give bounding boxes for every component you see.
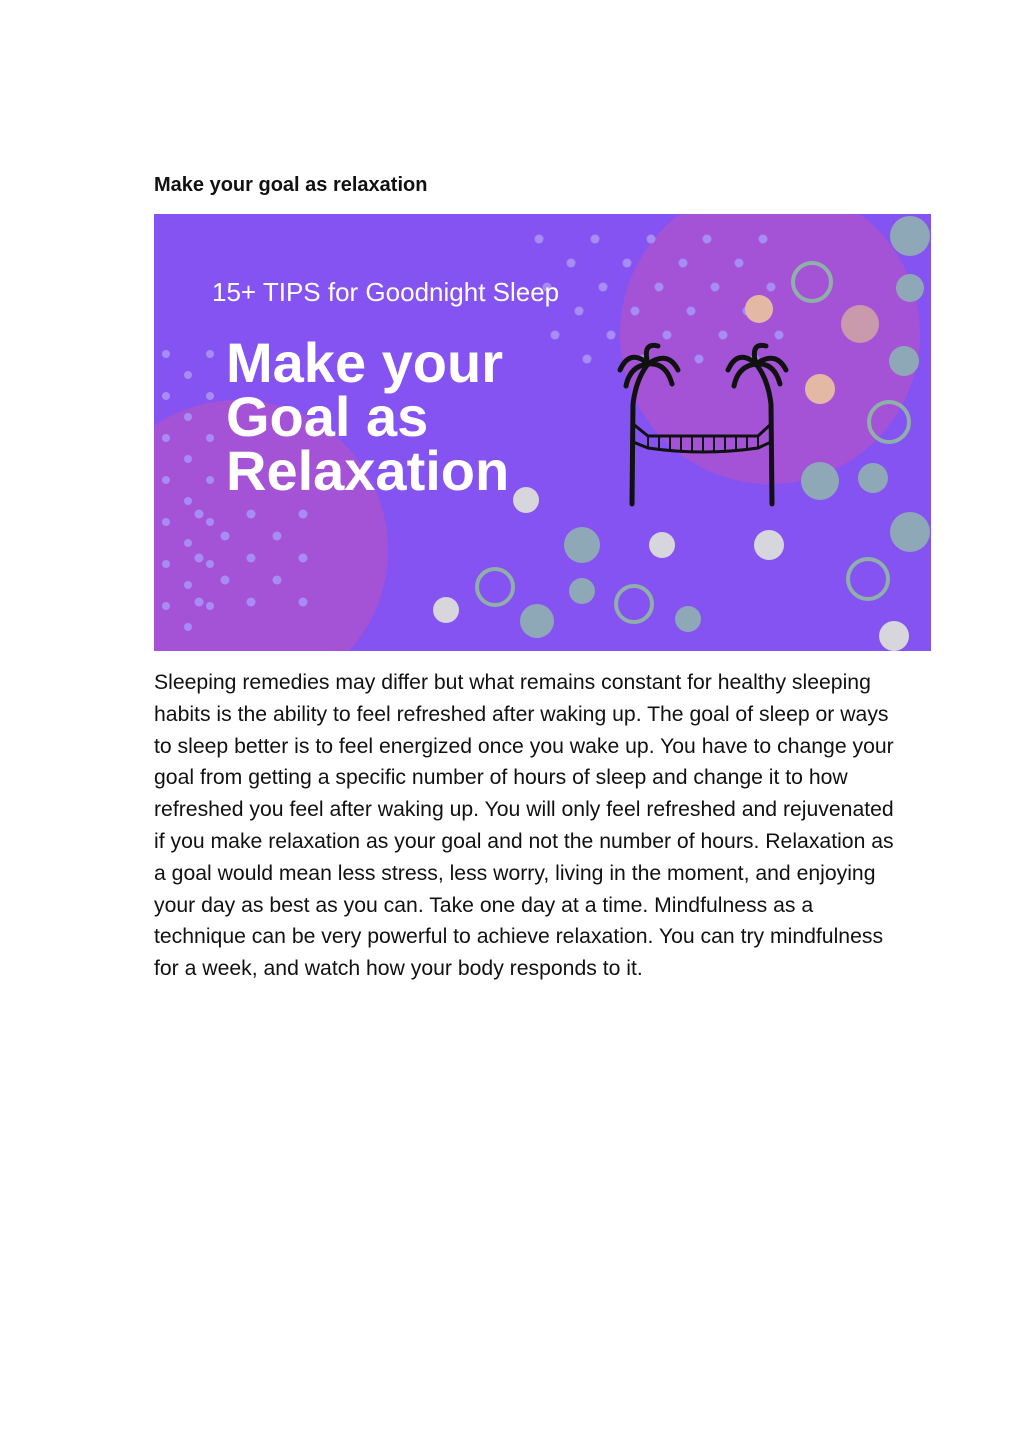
dot (206, 350, 214, 358)
dot (631, 307, 640, 316)
dot (162, 560, 170, 568)
dot (299, 510, 308, 519)
dot (599, 283, 608, 292)
dot (195, 554, 204, 563)
bubble (649, 532, 675, 558)
dot (195, 598, 204, 607)
dot (695, 355, 704, 364)
dot (162, 434, 170, 442)
dot (299, 598, 308, 607)
bubble (858, 463, 888, 493)
banner-title-line-1: Make your (226, 331, 503, 394)
dot (206, 434, 214, 442)
dot (719, 331, 728, 340)
dot (575, 307, 584, 316)
bubble (890, 512, 930, 552)
dot (206, 560, 214, 568)
dot (162, 602, 170, 610)
bubble (896, 274, 924, 302)
dot (767, 283, 776, 292)
bubble (879, 621, 909, 651)
dot (687, 307, 696, 316)
banner-subtitle: 15+ TIPS for Goodnight Sleep (212, 277, 560, 307)
dot (583, 355, 592, 364)
banner-title-line-2: Goal as (226, 385, 429, 448)
dot (607, 331, 616, 340)
dot (735, 259, 744, 268)
banner-image (154, 214, 931, 651)
dot (591, 235, 600, 244)
dot (206, 518, 214, 526)
dot (567, 259, 576, 268)
dot (655, 283, 664, 292)
bubble (754, 530, 784, 560)
dot (273, 576, 282, 585)
dot (184, 581, 192, 589)
dot (299, 554, 308, 563)
dot (206, 476, 214, 484)
dot (247, 510, 256, 519)
banner-graphic (154, 214, 931, 651)
bubble (841, 305, 879, 343)
dot (623, 259, 632, 268)
bubble (889, 346, 919, 376)
bubble (745, 295, 773, 323)
dot (703, 235, 712, 244)
dot (162, 476, 170, 484)
dot (184, 497, 192, 505)
dot (221, 576, 230, 585)
dot (221, 532, 230, 541)
bubble (520, 604, 554, 638)
bubble (433, 597, 459, 623)
dot (679, 259, 688, 268)
dot (206, 392, 214, 400)
dot (663, 331, 672, 340)
dot (535, 235, 544, 244)
dot (184, 455, 192, 463)
bubble (564, 527, 600, 563)
dot (759, 235, 768, 244)
dot (247, 598, 256, 607)
dot (775, 331, 784, 340)
dot (647, 235, 656, 244)
dot (195, 510, 204, 519)
dot (273, 532, 282, 541)
dot (184, 539, 192, 547)
bubble (513, 487, 539, 513)
bubble (675, 606, 701, 632)
section-heading: Make your goal as relaxation (154, 174, 428, 196)
body-paragraph: Sleeping remedies may differ but what remains constant for healthy sleeping habits is the ability to feel refreshed after waking up. The goal of sleep or ways to sleep better is to feel energized once you wake up. You have to change your goal from getting a specific number of hours of sleep and change it to how refreshed you feel after waking up. You will only feel refreshed and rejuvenated if you make relaxation as your goal and not the number of hours. Relaxation as a goal would mean less stress, less worry, living in the moment, and enjoying your day as best as you can. Take one day at a time. Mindfulness as a technique can be very powerful to achieve relaxation. You can try mindfulness for a week, and watch how your body responds to it. (154, 671, 894, 981)
bubble (890, 216, 930, 256)
bubble (805, 374, 835, 404)
dot (206, 602, 214, 610)
dot (162, 518, 170, 526)
dot (162, 350, 170, 358)
bubble (801, 462, 839, 500)
dot (184, 623, 192, 631)
dot (184, 413, 192, 421)
dot (247, 554, 256, 563)
dot (162, 392, 170, 400)
bubble (569, 578, 595, 604)
dot (184, 371, 192, 379)
dot (711, 283, 720, 292)
dot (551, 331, 560, 340)
banner-title-line-3: Relaxation (226, 439, 510, 502)
